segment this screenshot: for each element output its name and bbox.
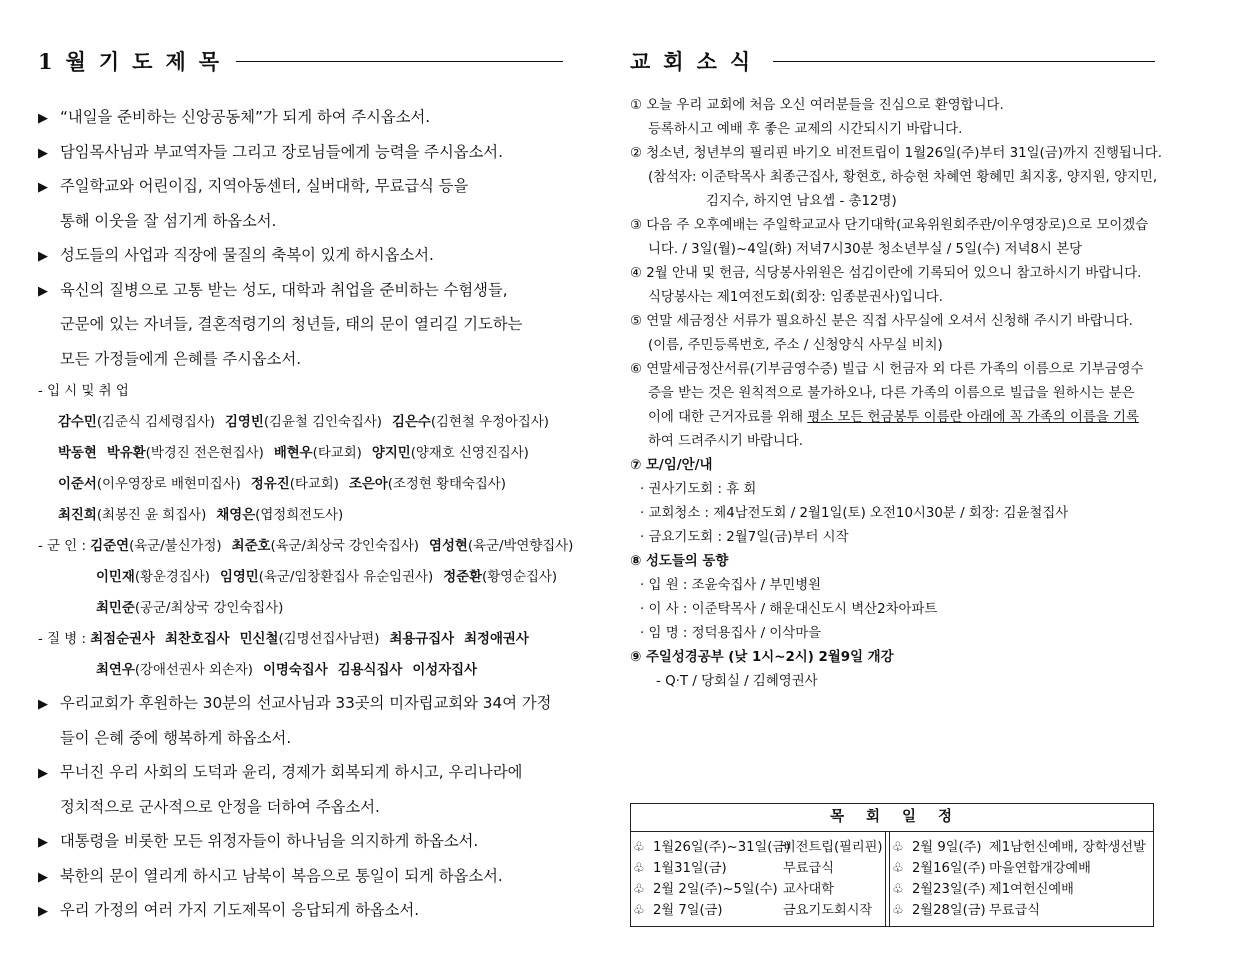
- news-line: [630, 166, 1160, 190]
- bullet-icon: ▶: [38, 249, 48, 264]
- person-parents: (김명선집사남편): [278, 632, 380, 647]
- person-name: 최용규집사: [389, 632, 455, 647]
- person-parents: (이우영장로 배현미집사): [96, 477, 241, 492]
- person-parents: (황운경집사): [134, 570, 210, 585]
- news-text: · 교회청소 : 제4남전도회 / 2월1일(토) 오전10시30분 / 회장: 김윤철집사: [640, 506, 1069, 521]
- news-line: [630, 334, 1160, 358]
- clover-icon: ♧: [633, 903, 645, 918]
- prayer-title: 1월기도제목: [38, 49, 233, 74]
- news-line: [630, 190, 1160, 214]
- schedule-left-column: [633, 837, 885, 926]
- exam-row: [38, 407, 563, 438]
- schedule-date: 2월16일(주): [912, 861, 986, 876]
- news-line: [630, 142, 1160, 166]
- news-text: · 이 사 : 이준탁목사 / 해운대신도시 벽산2차아파트: [640, 602, 938, 617]
- bullet-icon: ▶: [38, 283, 48, 299]
- news-text: 증을 받는 것은 원칙적으로 불가하오나, 다른 가족의 이름으로 빌급을 원하시는 분은: [648, 386, 1135, 401]
- news-title: 교회소식: [630, 49, 764, 74]
- person-name: 배현우: [273, 446, 313, 461]
- bullet-icon: ▶: [38, 180, 48, 195]
- person-parents: (강애선권사 외손자): [134, 663, 253, 678]
- news-line: [630, 670, 1160, 694]
- schedule-table: [630, 803, 1154, 927]
- schedule-row: [633, 900, 885, 921]
- news-line: [630, 214, 1160, 238]
- bullet-icon: ▶: [38, 869, 48, 885]
- schedule-event: 마을연합개강예배: [989, 861, 1091, 876]
- sick-row: [38, 655, 563, 686]
- schedule-date: 2월28일(금): [912, 903, 986, 918]
- person-name: 김용식집사: [337, 663, 403, 678]
- person-name: 정유진: [250, 477, 290, 492]
- exam-label: - 입 시 및 취 업: [38, 384, 129, 399]
- news-text: 니다. / 3일(월)~4일(화) 저녁7시30분 청소년부실 / 5일(수) 저녁8시 본당: [648, 242, 1083, 257]
- person-name: 김영빈: [225, 415, 264, 430]
- schedule-row: [892, 879, 1152, 900]
- prayer-text: 우리 가정의 여러 가지 기도제목이 응답되게 하옵소서.: [60, 901, 420, 919]
- person-name: 이명숙집사: [263, 663, 328, 678]
- news-text: ⑦ 모/임/안/내: [630, 458, 713, 473]
- person-parents: (엽정희전도사): [255, 508, 344, 523]
- prayer-line: [38, 893, 563, 928]
- news-text: 김지수, 하지연 남요셉 - 총12명): [706, 194, 897, 209]
- prayer-line: [38, 790, 563, 825]
- news-line: [630, 94, 1160, 118]
- prayer-line: [38, 824, 563, 859]
- military-row: [38, 593, 563, 624]
- news-line: [630, 406, 1160, 430]
- person-name: 김준연: [90, 539, 130, 554]
- exam-row: [38, 469, 563, 500]
- schedule-row: [633, 837, 885, 858]
- person-name: 최정애권사: [464, 632, 529, 647]
- person-parents: (타교회): [289, 477, 339, 492]
- prayer-line: [38, 755, 563, 790]
- prayer-text: 모든 가정들에게 은혜를 주시옵소서.: [60, 349, 302, 368]
- news-text: (참석자: 이준탁목사 최종근집사, 황현호, 하승현 차혜연 황혜민 최지홍, 양지원, 양지민,: [648, 170, 1158, 185]
- person-parents: (황영순집사): [482, 570, 558, 585]
- prayer-text: 성도들의 사업과 직장에 물질의 축복이 있게 하시옵소서.: [60, 246, 434, 264]
- person-parents: (육군/불신가정): [129, 539, 222, 554]
- news-text: ⑨ 주일성경공부 (낮 1시~2시) 2월9일 개강: [630, 650, 894, 665]
- person-name: 정준환: [443, 570, 483, 585]
- prayer-line: [38, 859, 563, 894]
- prayer-line: [38, 342, 563, 377]
- person-name: 임영민: [219, 570, 259, 585]
- person-name: 박유환: [106, 446, 146, 461]
- person-parents: (김현철 우정아집사): [430, 415, 549, 430]
- news-text: 식당봉사는 제1여전도회(회장: 임종분권사)입니다.: [648, 290, 943, 305]
- news-line: [630, 118, 1160, 142]
- prayer-title-row: [38, 46, 563, 76]
- news-text: 이에 대한 근거자료를 위해: [648, 410, 808, 425]
- schedule-date: 2월 2일(주)~5일(수): [653, 882, 778, 897]
- news-line: [630, 526, 1160, 550]
- schedule-event: 금요기도회시작: [783, 903, 873, 918]
- person-name: 이민재: [96, 570, 135, 585]
- news-text: · 임 명 : 정덕용집사 / 이삭마을: [640, 626, 822, 641]
- clover-icon: ♧: [633, 861, 645, 876]
- person-name: 염성현: [429, 539, 468, 554]
- prayer-line: [38, 273, 563, 308]
- prayer-text: 담임목사님과 부교역자들 그리고 장로님들에게 능력을 주시옵소서.: [60, 142, 503, 161]
- clover-icon: ♧: [633, 840, 645, 855]
- clover-icon: ♧: [633, 882, 645, 897]
- prayer-text: 대통령을 비롯한 모든 위정자들이 하나님을 의지하게 하옵소서.: [60, 832, 479, 850]
- prayer-line: [38, 169, 563, 204]
- schedule-date: 2월 7일(금): [653, 903, 723, 918]
- exam-row: [38, 500, 563, 531]
- news-line: [630, 262, 1160, 286]
- person-name: 박동현: [58, 446, 97, 461]
- news-line: [630, 382, 1160, 406]
- bullet-icon: ▶: [38, 111, 48, 126]
- schedule-row: [892, 858, 1152, 879]
- bullet-icon: ▶: [38, 904, 48, 919]
- news-line: [630, 574, 1160, 598]
- news-line: [630, 310, 1160, 334]
- schedule-event: 제1남헌신예배, 장학생선발: [989, 840, 1146, 855]
- prayer-text: 통해 이웃을 잘 섬기게 하옵소서.: [60, 211, 277, 230]
- prayer-text: 군문에 있는 자녀들, 결혼적령기의 청년들, 태의 문이 열리길 기도하는: [60, 315, 523, 333]
- person-name: 최점순권사: [90, 632, 155, 647]
- prayer-line: [38, 721, 563, 756]
- schedule-date: 2월23일(주): [912, 882, 986, 897]
- person-name: 채영은: [216, 508, 256, 523]
- person-parents: (양재호 신영진집사): [410, 446, 529, 461]
- military-row: [38, 531, 574, 562]
- news-line: [630, 286, 1160, 310]
- prayer-text: “내일을 준비하는 신앙공동체”가 되게 하여 주시옵소서.: [60, 108, 431, 126]
- bullet-icon: ▶: [38, 766, 48, 781]
- person-name: 최연우: [96, 663, 135, 678]
- sick-label: - 질 병 :: [38, 632, 86, 647]
- person-name: 최찬호집사: [164, 632, 230, 647]
- schedule-event: 무료급식: [783, 861, 834, 876]
- person-parents: (김준식 김세령집사): [96, 415, 215, 430]
- prayer-line: [38, 100, 563, 135]
- schedule-row: [892, 837, 1152, 858]
- news-text: (이름, 주민등록번호, 주소 / 신청양식 사무실 비치): [648, 338, 943, 353]
- news-text: 하여 드려주시기 바랍니다.: [648, 434, 804, 449]
- prayer-body: [38, 100, 574, 928]
- news-text: - Q·T / 당회실 / 김혜영권사: [656, 674, 818, 689]
- prayer-text: 무너진 우리 사회의 도덕과 윤리, 경제가 회복되게 하시고, 우리나라에: [60, 763, 523, 781]
- bullet-icon: ▶: [38, 835, 48, 850]
- schedule-event: 비전트립(필리핀): [783, 840, 883, 855]
- bullet-icon: ▶: [38, 145, 48, 161]
- schedule-date: 1월31일(금): [653, 861, 727, 876]
- news-text: ⑤ 연말 세금정산 서류가 필요하신 분은 직접 사무실에 오셔서 신청해 주시기 바랍니다.: [630, 314, 1133, 329]
- schedule-event: 무료급식: [989, 903, 1040, 918]
- person-name: 민신철: [239, 632, 279, 647]
- news-line: [630, 238, 1160, 262]
- schedule-title: 목회일정: [631, 804, 1153, 832]
- person-parents: (공군/최상국 강인숙집사): [134, 601, 284, 616]
- news-line: [630, 478, 1160, 502]
- news-underlined-text: 평소 모든 헌금봉투 이름란 아래에 꼭 가족의 이름을 기록: [807, 410, 1139, 425]
- prayer-text: 들이 은혜 중에 행복하게 하옵소서.: [60, 728, 292, 747]
- person-name: 최민준: [96, 601, 135, 616]
- person-parents: (타교회): [312, 446, 362, 461]
- news-text: · 금요기도회 : 2월7일(금)부터 시작: [640, 530, 849, 545]
- person-parents: (김윤철 김인숙집사): [263, 415, 382, 430]
- title-rule: [236, 61, 563, 62]
- prayer-line: [38, 238, 563, 273]
- schedule-event: 제1여헌신예배: [989, 882, 1074, 897]
- news-text: 등록하시고 예배 후 좋은 교제의 시간되시기 바랍니다.: [648, 122, 963, 137]
- person-name: 이성자집사: [412, 663, 478, 678]
- title-rule: [773, 61, 1155, 62]
- schedule-body: [631, 837, 1153, 926]
- person-name: 양지민: [371, 446, 411, 461]
- clover-icon: ♧: [892, 903, 904, 918]
- person-parents: (육군/임창환집사 유순임권사): [258, 570, 434, 585]
- news-body: [630, 94, 1160, 694]
- person-name: 조은아: [348, 477, 388, 492]
- sick-row: [38, 624, 563, 655]
- prayer-text: 육신의 질병으로 고통 받는 성도, 대학과 취업을 준비하는 수험생들,: [60, 280, 508, 299]
- exam-row: [38, 438, 563, 469]
- person-parents: (육군/박연향집사): [467, 539, 574, 554]
- news-text: · 입 원 : 조윤숙집사 / 부민병원: [640, 578, 822, 593]
- clover-icon: ♧: [892, 882, 904, 897]
- news-text: · 권사기도회 : 휴 회: [640, 482, 757, 497]
- prayer-line: [38, 686, 563, 721]
- news-text: ② 청소년, 청년부의 필리핀 바기오 비전트립이 1월26일(주)부터 31일(금)까지 진행됩니다.: [630, 146, 1162, 161]
- clover-icon: ♧: [892, 861, 904, 876]
- news-line: [630, 502, 1160, 526]
- news-text: ③ 다음 주 오후예배는 주일학교교사 단기대학(교육위원회주관/이우영장로)으로 모이겠습: [630, 218, 1149, 233]
- schedule-right-column: [892, 837, 1152, 926]
- news-text: ⑧ 성도들의 동향: [630, 554, 729, 569]
- news-line: [630, 430, 1160, 454]
- schedule-date: 1월26일(주)~31일(금): [653, 840, 791, 855]
- person-name: 감수민: [58, 415, 97, 430]
- schedule-event: 교사대학: [783, 882, 834, 897]
- person-parents: (조정현 황태숙집사): [387, 477, 506, 492]
- person-name: 최진희: [58, 508, 97, 523]
- prayer-line: [38, 204, 563, 239]
- person-name: 김은수: [392, 415, 431, 430]
- person-parents: (박경진 전은현집사): [145, 446, 264, 461]
- schedule-date: 2월 9일(주): [912, 840, 982, 855]
- schedule-row: [892, 900, 1152, 921]
- person-name: 최준호: [231, 539, 271, 554]
- news-line: [630, 598, 1160, 622]
- prayer-text: 북한의 문이 열리게 하시고 남북이 복음으로 통일이 되게 하옵소서.: [60, 866, 503, 885]
- news-line: [630, 646, 1160, 670]
- news-line: [630, 622, 1160, 646]
- news-text: ④ 2월 안내 및 헌금, 식당봉사위원은 섬김이란에 기록되어 있으니 참고하시기 바랍니다.: [630, 266, 1142, 281]
- news-line: [630, 550, 1160, 574]
- news-line: [630, 454, 1160, 478]
- person-parents: (최봉진 윤 희집사): [96, 508, 207, 523]
- news-title-row: [630, 46, 1155, 76]
- person-name: 이준서: [58, 477, 97, 492]
- prayer-text: 주일학교와 어린이집, 지역아동센터, 실버대학, 무료급식 등을: [60, 177, 469, 195]
- person-parents: (육군/최상국 강인숙집사): [270, 539, 420, 554]
- news-text: ⑥ 연말세금정산서류(기부금영수증) 빌급 시 헌금자 외 다른 가족의 이름으로 기부금영수: [630, 362, 1144, 377]
- clover-icon: ♧: [892, 840, 904, 855]
- military-label: - 군 인 :: [38, 539, 86, 554]
- prayer-line: [38, 135, 563, 170]
- news-line: [630, 358, 1160, 382]
- schedule-row: [633, 879, 885, 900]
- schedule-divider: [885, 831, 890, 926]
- news-text: ① 오늘 우리 교회에 처음 오신 여러분들을 진심으로 환영합니다.: [630, 98, 1004, 113]
- military-row: [38, 562, 563, 593]
- prayer-line: [38, 307, 563, 342]
- schedule-row: [633, 858, 885, 879]
- prayer-text: 정치적으로 군사적으로 안정을 더하여 주옵소서.: [60, 797, 380, 816]
- prayer-text: 우리교회가 후원하는 30분의 선교사님과 33곳의 미자립교회와 34여 가정: [60, 694, 552, 712]
- bullet-icon: ▶: [38, 697, 48, 712]
